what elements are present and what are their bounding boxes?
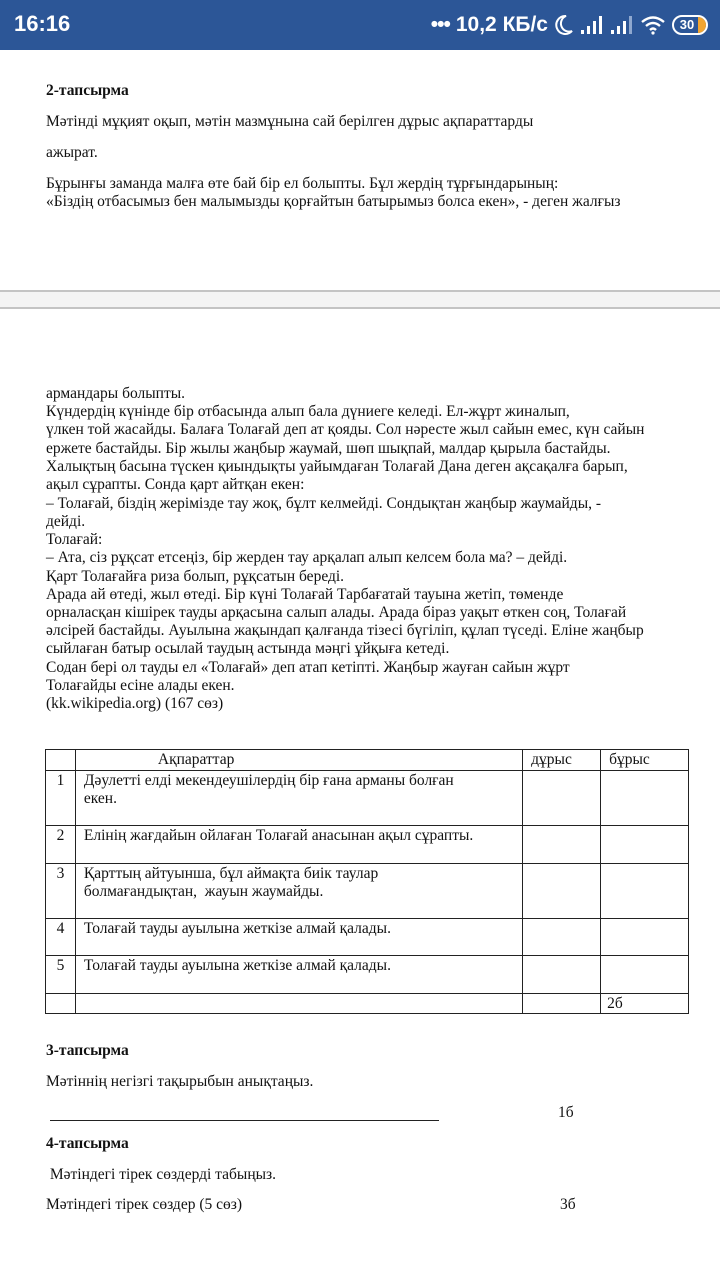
page-separator xyxy=(0,290,720,309)
statement-line: екен. xyxy=(83,790,117,807)
task4-title: 4-тапсырма xyxy=(46,1135,129,1152)
table-row xyxy=(46,955,689,993)
points-label: 2б xyxy=(601,993,689,1014)
signal-icon xyxy=(610,15,634,35)
signal-icon xyxy=(580,15,604,35)
moon-icon xyxy=(554,14,574,36)
statement-line: болмағандықтан, жауын жаумайды. xyxy=(83,883,324,900)
task2-instruction-line1: Мәтінді мұқият оқып, мәтін мазмұнына сай берілген дұрыс ақпараттарды xyxy=(46,113,534,130)
statement-line: Елінің жағдайын ойлаған Толағай анасынан ақыл сұрапты. xyxy=(83,826,474,844)
story-text-line: Толағайды есіне алады екен. xyxy=(46,677,235,694)
story-text-line: ақыл сұрапты. Сонда қарт айтқан екен: xyxy=(46,476,305,493)
story-text-line: – Толағай, біздің жерімізде тау жоқ, бұлт келмейді. Сондықтан жаңбыр жаумайды, - xyxy=(46,495,602,512)
row-number: 2 xyxy=(46,825,76,863)
header-wrong: бұрыс xyxy=(601,750,689,771)
footer-empty xyxy=(75,993,522,1014)
wrong-cell[interactable] xyxy=(601,918,689,955)
battery-level: 30 xyxy=(679,17,695,32)
correct-cell[interactable] xyxy=(523,955,601,993)
table-row xyxy=(46,918,689,955)
status-icons xyxy=(431,12,708,38)
row-number: 1 xyxy=(46,770,76,825)
header-correct: дұрыс xyxy=(523,750,601,771)
row-statement xyxy=(75,955,522,993)
statement-line: Толағай тауды ауылына жеткізе алмай қалады. xyxy=(83,919,391,937)
story-text-line: ержете бастайды. Бір жылы жаңбыр жаумай, шөп шықпай, малдар қырыла бастайды. xyxy=(46,440,611,457)
row-number: 3 xyxy=(46,863,76,918)
story-text-line: Арада ай өтеді, жыл өтеді. Бір күні Толағай Тарбағатай тауына жетіп, төменде xyxy=(46,586,564,603)
document-page-2 xyxy=(0,309,720,1280)
story-text-line: армандары болыпты. xyxy=(46,385,186,402)
row-statement xyxy=(75,825,522,863)
story-text-line: орналасқан кішірек тауды арқасына салып алады. Арада біраз уақыт өткен соң, Толағай xyxy=(46,604,627,621)
task4-points: 3б xyxy=(560,1196,576,1213)
table-header-row xyxy=(46,750,689,771)
task3-answer-line[interactable] xyxy=(50,1120,439,1121)
task3-title: 3-тапсырма xyxy=(46,1042,129,1059)
network-speed: 10,2 КБ/с xyxy=(455,13,548,36)
clock: 16:16 xyxy=(14,11,71,36)
correct-cell[interactable] xyxy=(523,918,601,955)
row-statement xyxy=(75,918,522,955)
task4-instruction: Мәтіндегі тірек сөздерді табыңыз. xyxy=(46,1166,277,1183)
story-text-line: үлкен той жасайды. Балаға Толағай деп ат қояды. Сол нәресте жыл сайын емес, күн сайын xyxy=(46,421,645,438)
statement-line: Қарттың айтуынша, бұл аймақта биік таулар xyxy=(83,864,379,882)
story-text-line: Бұрынғы заманда малға өте бай бір ел болыпты. Бұл жердің тұрғындарының: xyxy=(46,175,559,192)
story-text-line: «Біздің отбасымыз бен малымызды қорғайтын батырымыз болса екен», - деген жалғыз xyxy=(46,193,621,210)
statement-line: Дәулетті елді мекендеушілердің бір ғана арманы болған xyxy=(83,771,454,789)
task3-points: 1б xyxy=(558,1104,574,1121)
task3-instruction: Мәтіннің негізгі тақырыбын анықтаңыз. xyxy=(46,1073,314,1090)
correct-cell[interactable] xyxy=(523,825,601,863)
notification-dots: ••• xyxy=(430,13,450,36)
statement-line: Толағай тауды ауылына жеткізе алмай қалады. xyxy=(83,956,391,974)
story-text-line: сыйлаған батыр осылай таудың астында мәңгі ұйқыға кетеді. xyxy=(46,640,450,657)
row-number: 5 xyxy=(46,955,76,993)
footer-empty xyxy=(46,993,76,1014)
task2-title: 2-тапсырма xyxy=(46,82,129,99)
wrong-cell[interactable] xyxy=(601,863,689,918)
header-num xyxy=(46,750,76,771)
story-text-line: Содан бері ол тауды ел «Толағай» деп атап кетіпті. Жаңбыр жауған сайын жұрт xyxy=(46,659,570,676)
wrong-cell[interactable] xyxy=(601,770,689,825)
story-text-line: Күндердің күнінде бір отбасында алып бала дүниеге келеді. Ел-жұрт жиналып, xyxy=(46,403,570,420)
footer-empty xyxy=(523,993,601,1014)
status-bar xyxy=(0,0,720,50)
row-number: 4 xyxy=(46,918,76,955)
table-row xyxy=(46,825,689,863)
task4-label: Мәтіндегі тірек сөздер (5 сөз) xyxy=(46,1196,243,1213)
document-page-1 xyxy=(0,50,720,290)
header-info: Ақпараттар xyxy=(75,750,522,771)
story-text-line: Халықтың басына түскен қиындықты уайымдаған Толағай Дана деген ақсақалға барып, xyxy=(46,458,628,475)
wrong-cell[interactable] xyxy=(601,955,689,993)
wrong-cell[interactable] xyxy=(601,825,689,863)
info-table xyxy=(45,749,689,1014)
battery-icon xyxy=(672,15,708,35)
table-row xyxy=(46,770,689,825)
correct-cell[interactable] xyxy=(523,770,601,825)
row-statement xyxy=(75,863,522,918)
wifi-icon xyxy=(640,15,666,35)
row-statement xyxy=(75,770,522,825)
table-footer-row xyxy=(46,993,689,1014)
task2-instruction-line2: ажырат. xyxy=(46,144,98,161)
table-row xyxy=(46,863,689,918)
story-text-line: – Ата, сіз рұқсат етсеңіз, бір жерден тау арқалап алып келсем бола ма? – дейді. xyxy=(46,549,568,566)
correct-cell[interactable] xyxy=(523,863,601,918)
story-text-line: Қарт Толағайға риза болып, рұқсатын береді. xyxy=(46,568,345,585)
story-text-line: дейді. xyxy=(46,513,86,530)
story-source: (kk.wikipedia.org) (167 сөз) xyxy=(46,695,224,712)
story-text-line: әлсірей бастайды. Ауылына жақындап қалғанда тізесі бүгіліп, құлап түседі. Еліне жаңбыр xyxy=(46,622,644,639)
story-text-line: Толағай: xyxy=(46,531,103,548)
